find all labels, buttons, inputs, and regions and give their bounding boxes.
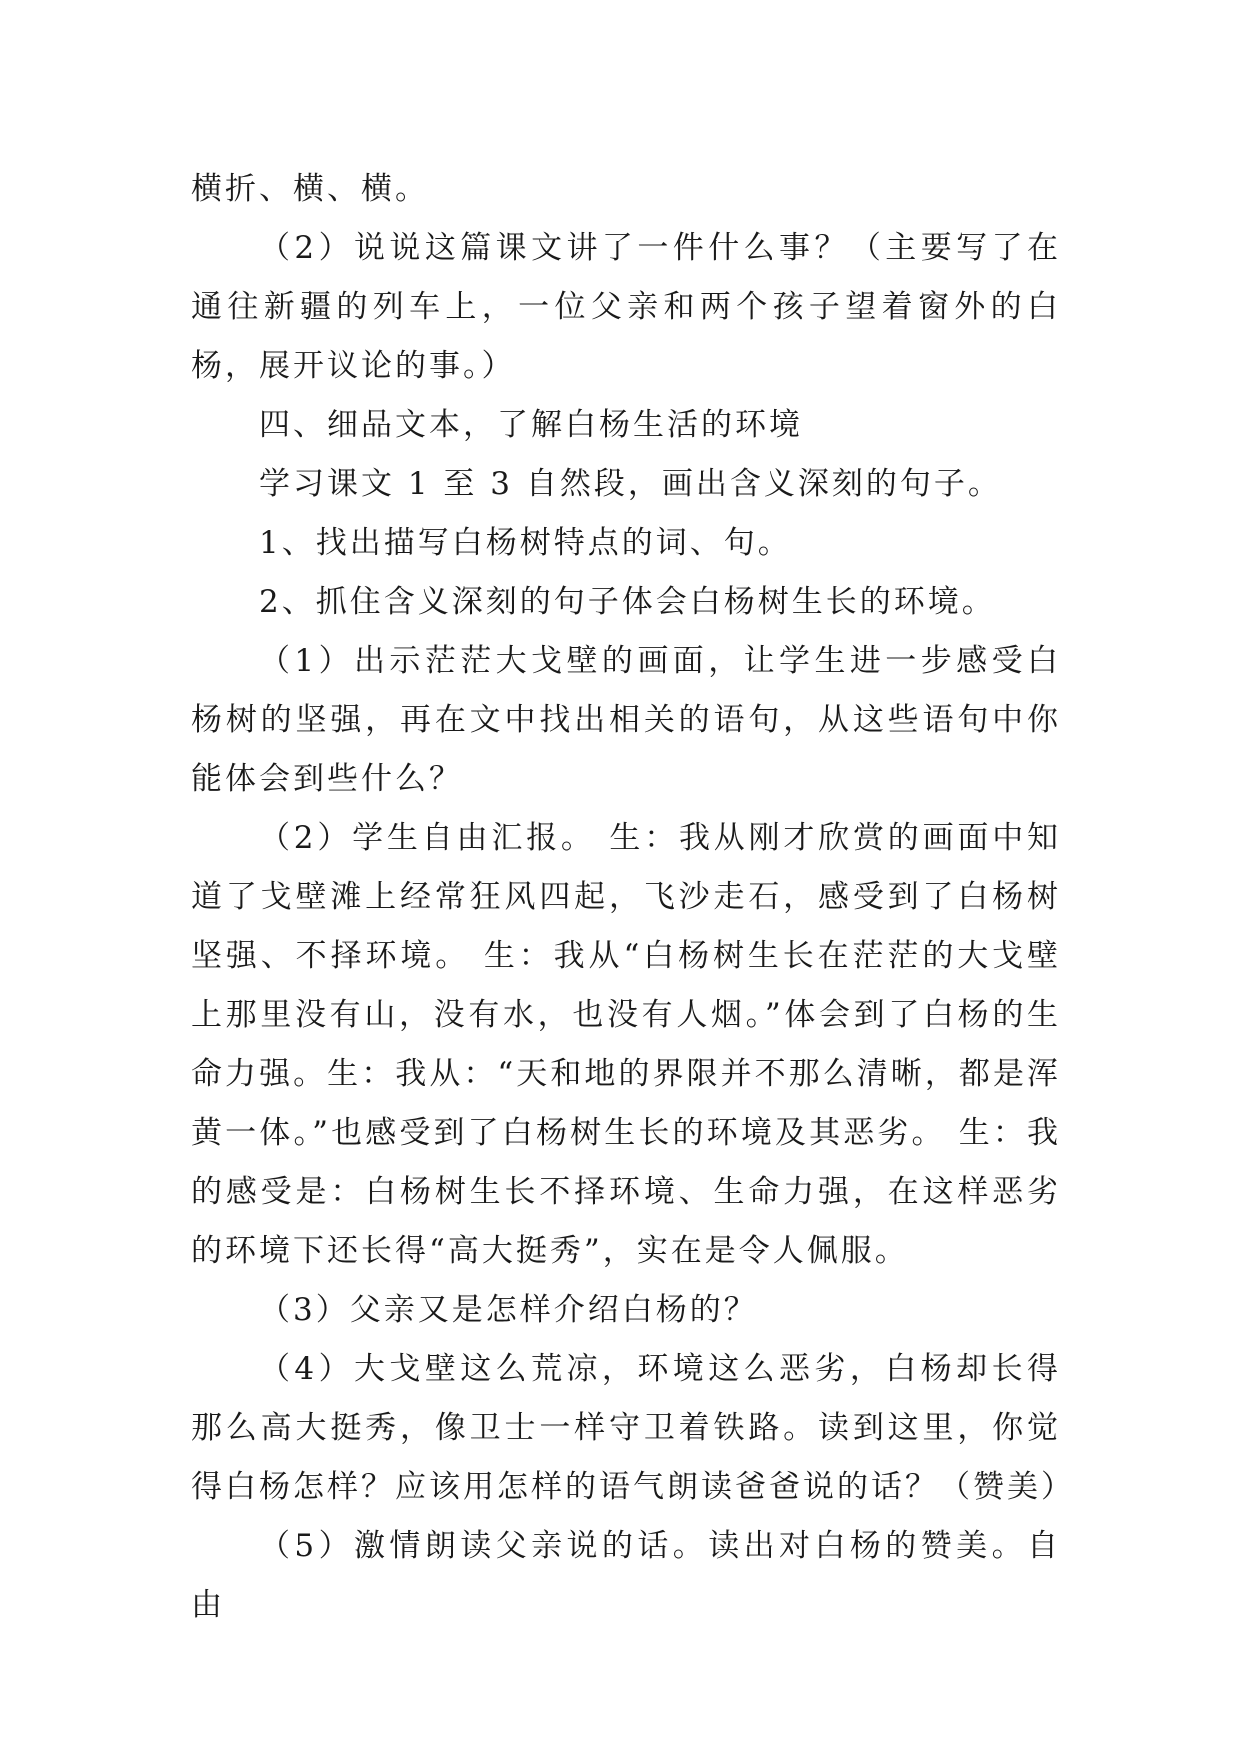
paragraph: （2）学生自由汇报。 生：我从刚才欣赏的画面中知道了戈壁滩上经常狂风四起，飞沙走石，感受到了白杨树坚强、不择环境。 生：我从“白杨树生长在茫茫的大戈壁上那里没有山，没有水，也没有人烟。”体会到了白杨的生命力强。生：我从：“天和地的界限并不那么清晰，都是浑黄一体。”也感受到了白杨树生长的环境及其恶劣。 生：我的感受是：白杨树生长不择环境、生命力强，在这样恶劣的环境下还长得“高大挺秀”，实在是令人佩服。 — [191, 820, 1061, 1269]
paragraph: 学习课文 1 至 3 自然段，画出含义深刻的句子。 — [259, 466, 1002, 502]
paragraph: （1）出示茫茫大戈壁的画面，让学生进一步感受白杨树的坚强，再在文中找出相关的语句，从这些语句中你能体会到些什么？ — [191, 643, 1061, 797]
paragraph: （3）父亲又是怎样介绍白杨的？ — [259, 1292, 758, 1328]
list-item: 2、抓住含义深刻的句子体会白杨树生长的环境。 — [259, 584, 996, 620]
document-body — [191, 160, 1075, 1635]
list-item: 1、找出描写白杨树特点的词、句。 — [259, 525, 792, 561]
paragraph: （2）说说这篇课文讲了一件什么事？（主要写了在通往新疆的列车上，一位父亲和两个孩子望着窗外的白杨，展开议论的事。） — [191, 230, 1061, 384]
paragraph: （5）激情朗读父亲说的话。读出对白杨的赞美。自由 — [191, 1528, 1061, 1623]
section-heading: 四、细品文本，了解白杨生活的环境 — [259, 407, 803, 443]
paragraph: （4）大戈壁这么荒凉，环境这么恶劣，白杨却长得那么高大挺秀，像卫士一样守卫着铁路。读到这里，你觉得白杨怎样？应该用怎样的语气朗读爸爸说的话？（赞美） — [191, 1351, 1075, 1505]
paragraph: 横折、横、横。 — [191, 171, 429, 207]
